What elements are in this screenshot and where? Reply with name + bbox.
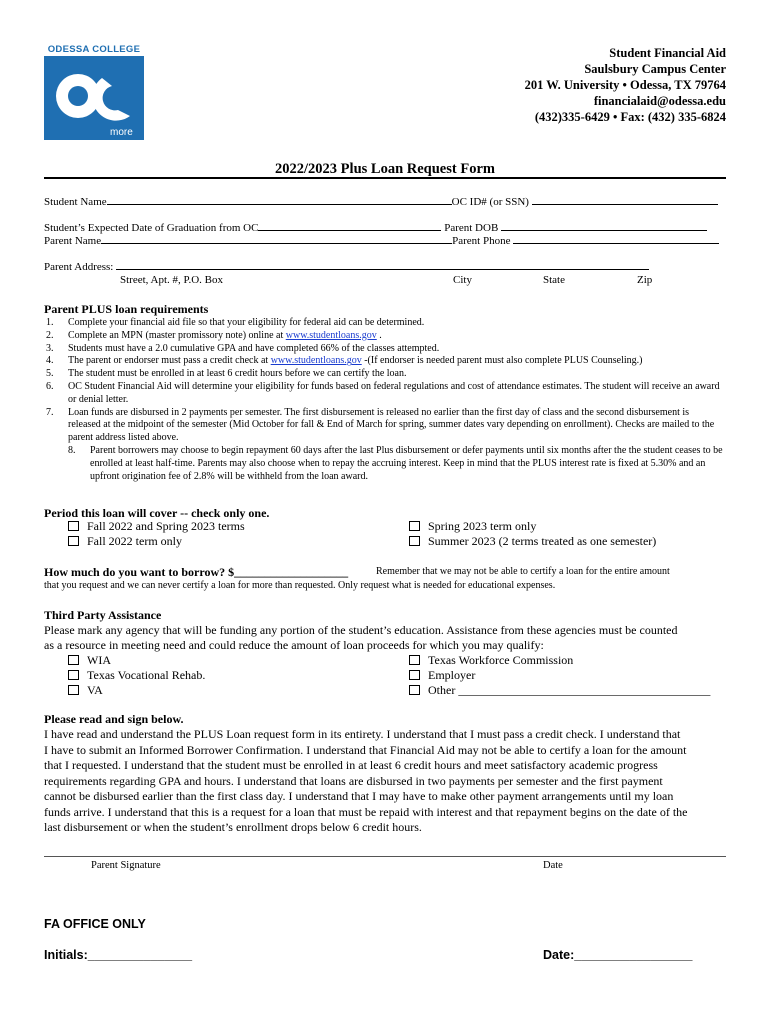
checkbox-icon[interactable]	[68, 655, 79, 665]
period-option[interactable]: Summer 2023 (2 terms treated as one semester)	[409, 534, 656, 550]
studentloans-link[interactable]: www.studentloans.gov	[270, 355, 362, 367]
initials-field[interactable]: Initials:_______________	[44, 948, 193, 962]
sign-heading: Please read and sign below.	[44, 712, 184, 726]
addr-street-label: Street, Apt. #, P.O. Box	[120, 274, 223, 286]
addr-city-label: City	[453, 274, 472, 286]
addr-state-label: State	[543, 274, 565, 286]
checkbox-icon[interactable]	[409, 655, 420, 665]
checkbox-icon[interactable]	[68, 685, 79, 695]
list-item: 8. Parent borrowers may choose to begin repayment 60 days after the last Plus disbursement or defer payments until six months after the the student ceases to be enrolled at least half-time. Parents may also choose when to repay the accruing interest. Keep in mind that the PLUS interest rate is fixed at 5.30% and an upfront origination fee of 2.8% will be withheld from the loan award.	[68, 444, 723, 482]
office-date-field[interactable]: Date:_________________	[543, 948, 693, 962]
borrow-note-line: Remember that we may not be able to certify a loan for the entire amount	[376, 566, 670, 577]
checkbox-icon[interactable]	[409, 536, 420, 546]
period-option[interactable]: Spring 2023 term only	[409, 519, 536, 535]
period-option[interactable]: Fall 2022 term only	[68, 534, 182, 550]
agency-option[interactable]: Texas Workforce Commission	[409, 653, 573, 669]
parent-name-field[interactable]	[101, 233, 452, 244]
signature-line[interactable]	[44, 856, 726, 857]
studentloans-link[interactable]: www.studentloans.gov	[285, 329, 377, 341]
student-name-field[interactable]	[107, 194, 452, 205]
parent-address-field[interactable]	[116, 259, 649, 270]
addr-zip-label: Zip	[637, 274, 653, 286]
oc-id-label: OC ID# (or SSN)	[451, 196, 529, 208]
list-item: 5. The student must be enrolled in at least 6 credit hours before we can certify the loan.	[46, 368, 407, 380]
borrow-question: How much do you want to borrow? $___________________	[44, 565, 349, 579]
third-party-intro: as a resource in meeting need and could reduce the amount of loan proceeds for which you may qualify:	[44, 638, 544, 652]
agreement-text: I have read and understand the PLUS Loan request form in its entirety. I understand that I must pass a credit check. I understand that I have to submit an Informed Borrower Confirmation. I understand that Financial Aid may not be able to certify a loan for the amount that I requested. I understand that the student must be enrolled in at least 6 credit hours and meet satisfactory academic progress requirements regarding GPA and hours. I understand that loans are disbursed in two payments per semester and the first payment cannot be disbursed earlier than the first class day. I understand that I may have to make other payment arrangements until my loan funds arrive. I understand that this is a request for a loan that must be repaid with interest and that repayment begins on the date of the last disbursement or when the student’s enrollment drops below 6 credit hours.	[44, 727, 688, 834]
checkbox-icon[interactable]	[68, 521, 79, 531]
odessa-college-logo	[44, 44, 144, 140]
date-label: Date	[543, 860, 563, 871]
agency-option[interactable]: Employer	[409, 668, 475, 684]
agency-option[interactable]: VA	[68, 683, 103, 699]
checkbox-icon[interactable]	[409, 685, 420, 695]
oc-id-field[interactable]	[532, 194, 718, 205]
parent-name-label: Parent Name	[44, 235, 102, 247]
list-item: 1. Complete your financial aid file so that your eligibility for federal aid can be determined.	[46, 317, 425, 328]
form-title: 2022/2023 Plus Loan Request Form	[275, 161, 495, 177]
header-line: Saulsbury Campus Center	[584, 62, 726, 76]
agency-option[interactable]: Other __________________________________________	[409, 683, 710, 699]
agency-option[interactable]: Texas Vocational Rehab.	[68, 668, 205, 684]
student-name-label: Student Name	[44, 196, 107, 208]
third-party-intro: Please mark any agency that will be funding any portion of the student’s education. Assistance from these agencies must be counted	[44, 623, 678, 637]
header-line: Student Financial Aid	[609, 46, 726, 60]
period-heading: Period this loan will cover -- check only one.	[44, 506, 270, 520]
borrow-note-line: that you request and we can never certify a loan for more than requested. Only request what is needed for educational expenses.	[44, 580, 556, 591]
list-item: 4. The parent or endorser must pass a credit check at www.studentloans.gov -(If endorser is needed parent must also complete PLUS Counseling.)	[46, 355, 643, 367]
grad-date-label: Student’s Expected Date of Graduation from OC	[44, 222, 259, 234]
parent-name-row	[44, 233, 719, 248]
list-item: 7. Loan funds are disbursed in 2 payments per semester. The first disbursement is released no earlier than the first day of class and the second disbursement is released at the midpoint of the semester (Mid October for fall & End of March for spring, summer dates vary depending on enrollment). Checks are mailed to the parent address listed above.	[46, 406, 715, 444]
agency-option[interactable]: WIA	[68, 653, 111, 669]
header-line: (432)335-6429 • Fax: (432) 335-6824	[534, 110, 726, 124]
logo-top-text: ODESSA COLLEGE	[47, 44, 141, 55]
office-heading: FA OFFICE ONLY	[44, 917, 146, 931]
header-line: 201 W. University • Odessa, TX 79764	[524, 78, 726, 92]
parent-phone-field[interactable]	[513, 233, 719, 244]
title-divider	[44, 177, 726, 179]
parent-phone-label: Parent Phone	[452, 235, 511, 247]
student-name-row	[44, 194, 718, 209]
grad-date-field[interactable]	[258, 220, 441, 231]
third-party-heading: Third Party Assistance	[44, 608, 162, 622]
office-address-block	[525, 45, 726, 125]
parent-address-row	[44, 259, 649, 274]
list-item: 6. OC Student Financial Aid will determine your eligibility for funds based on federal regulations and cost of attendance estimates. The student will receive an award or denial letter.	[46, 380, 720, 405]
checkbox-icon[interactable]	[68, 536, 79, 546]
checkbox-icon[interactable]	[409, 521, 420, 531]
period-option[interactable]: Fall 2022 and Spring 2023 terms	[68, 519, 245, 535]
parent-dob-label: Parent DOB	[444, 222, 499, 234]
checkbox-icon[interactable]	[409, 670, 420, 680]
parent-signature-label: Parent Signature	[91, 860, 161, 871]
checkbox-icon[interactable]	[68, 670, 79, 680]
logo-tagline: more	[110, 127, 133, 138]
parent-address-label: Parent Address:	[44, 261, 114, 273]
requirements-heading: Parent PLUS loan requirements	[44, 302, 209, 316]
parent-dob-field[interactable]	[501, 220, 707, 231]
list-item: 2. Complete an MPN (master promissory note) online at www.studentloans.gov .	[46, 329, 382, 341]
header-line: financialaid@odessa.edu	[593, 94, 726, 108]
requirements-list	[44, 317, 724, 483]
list-item: 3. Students must have a 2.0 cumulative GPA and have completed 66% of the classes attempted.	[46, 342, 440, 354]
